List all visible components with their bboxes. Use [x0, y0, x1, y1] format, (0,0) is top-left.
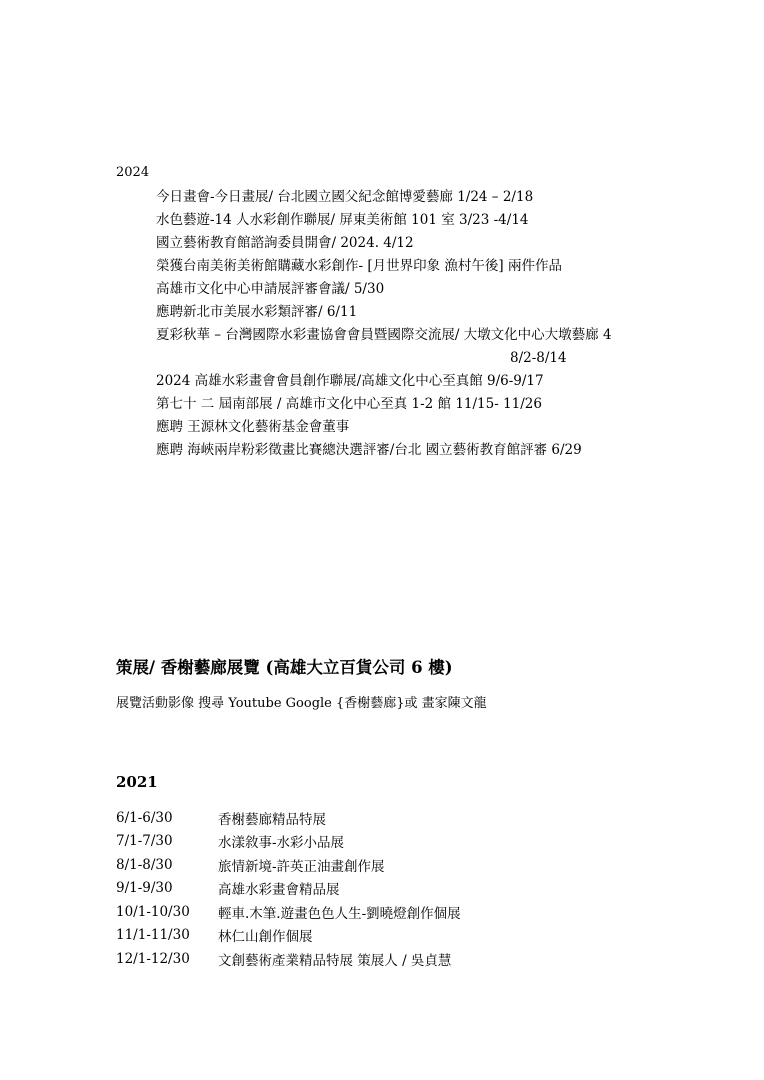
list-item: 高雄市文化中心申請展評審會議/ 5/30: [156, 281, 385, 297]
exhibition-title: 水漾敘事-水彩小品展: [218, 835, 345, 852]
list-item: 第七十 二 屆南部展 / 高雄市文化中心至真 1-2 館 11/15- 11/26: [156, 396, 542, 412]
list-2021: [116, 806, 736, 971]
table-row: [116, 900, 736, 924]
list-item: 2024 高雄水彩畫會會員創作聯展/高雄文化中心至真館 9/6-9/17: [156, 373, 544, 389]
list-2024: [156, 186, 746, 462]
table-row: [116, 924, 736, 948]
list-item: 應聘 海峽兩岸粉彩徵畫比賽總決選評審/台北 國立藝術教育館評審 6/29: [156, 442, 582, 458]
exhibition-title: 旅情新境-許英正油畫創作展: [218, 858, 385, 875]
year-2021-heading: 2021: [116, 773, 158, 791]
curation-note: 展覽活動影像 搜尋 Youtube Google {香榭藝廊}或 畫家陳文龍: [116, 696, 487, 711]
exhibition-title: 香榭藝廊精品特展: [218, 811, 326, 828]
table-row: [116, 806, 736, 830]
list-item: 國立藝術教育館諮詢委員開會/ 2024. 4/12: [156, 235, 414, 251]
exhibition-date: 9/1-9/30: [116, 880, 173, 897]
list-item: 應聘新北市美展水彩類評審/ 6/11: [156, 304, 358, 320]
exhibition-date: 6/1-6/30: [116, 809, 173, 826]
list-item: 夏彩秋華 – 台灣國際水彩畫協會會員暨國際交流展/ 大墩文化中心大墩藝廊 4: [156, 327, 612, 343]
list-item: 應聘 王源林文化藝術基金會董事: [156, 419, 350, 435]
table-row: [116, 877, 736, 901]
exhibition-title: 林仁山創作個展: [218, 929, 313, 946]
exhibition-date: 12/1-12/30: [116, 950, 190, 967]
exhibition-title: 高雄水彩畫會精品展: [218, 882, 340, 899]
curation-title: 策展/ 香榭藝廊展覽 (高雄大立百貨公司 6 樓): [116, 658, 453, 677]
exhibition-date: 11/1-11/30: [116, 927, 190, 944]
list-item-continuation: 8/2-8/14: [510, 350, 567, 366]
exhibition-title: 文創藝術產業精品特展 策展人 / 吳貞慧: [218, 952, 452, 969]
year-2024-heading: 2024: [116, 165, 150, 180]
exhibition-date: 10/1-10/30: [116, 903, 190, 920]
exhibition-title: 輕車.木筆.遊畫色色人生-劉曉燈創作個展: [218, 905, 461, 922]
table-row: [116, 853, 736, 877]
list-item: 榮獲台南美術美術館購藏水彩創作- [月世界印象 漁村午後] 兩件作品: [156, 258, 562, 274]
list-item: 今日畫會-今日畫展/ 台北國立國父紀念館博愛藝廊 1/24 – 2/18: [156, 189, 534, 205]
list-item: 水色藝遊-14 人水彩創作聯展/ 屏東美術館 101 室 3/23 -4/14: [156, 212, 529, 228]
exhibition-date: 8/1-8/30: [116, 856, 173, 873]
table-row: [116, 830, 736, 854]
exhibition-date: 7/1-7/30: [116, 833, 173, 850]
table-row: [116, 947, 736, 971]
